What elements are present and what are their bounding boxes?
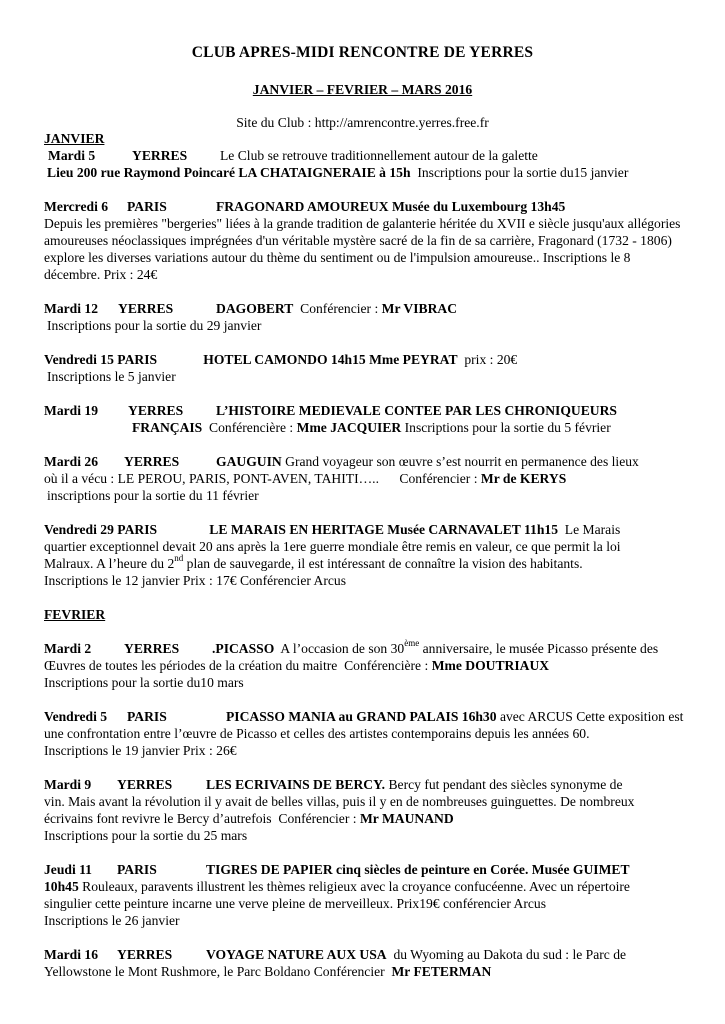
event-day: Mardi 9 xyxy=(44,777,92,792)
event-text: Grand voyageur son œuvre s’est nourrit en permanence des lieux xyxy=(285,454,639,469)
event-mardi-2 xyxy=(44,640,689,691)
event-text: Le Marais xyxy=(564,522,621,537)
event-place: PARIS xyxy=(117,522,158,537)
event-title: FRAGONARD AMOUREUX Musée du Luxembourg 13h45 xyxy=(216,199,566,214)
event-conf-label: Conférencier : xyxy=(300,301,379,316)
event-title: .PICASSO xyxy=(212,641,275,656)
event-text-cont2: écrivains font revivre le Bercy d’autrefois xyxy=(44,811,272,826)
event-place: PARIS xyxy=(127,709,167,724)
event-time: 10h45 xyxy=(44,879,79,894)
event-inscriptions: Inscriptions le 26 janvier xyxy=(44,913,180,928)
event-place: PARIS xyxy=(117,352,158,367)
event-day: Vendredi 29 xyxy=(44,522,114,537)
event-day: Mardi 12 xyxy=(44,301,98,316)
event-price: prix : 20€ xyxy=(464,352,518,367)
event-text: avec ARCUS Cette exposition est xyxy=(499,709,684,724)
event-text-cont: Yellowstone le Mont Rushmore, le Parc Boldano Conférencier xyxy=(44,964,385,979)
event-inscriptions: Inscriptions pour la sortie du 29 janvier xyxy=(47,318,262,333)
event-text: Le Club se retrouve traditionnellement autour de la galette xyxy=(220,148,538,163)
event-vendredi-29 xyxy=(44,521,689,589)
event-inscriptions: Inscriptions le 12 janvier Prix : 17€ Conférencier Arcus xyxy=(44,573,347,588)
event-mardi-5 xyxy=(44,147,689,181)
event-day: Mardi 26 xyxy=(44,454,98,469)
event-text-cont: anniversaire, le musée Picasso présente des xyxy=(419,641,659,656)
event-title: LES ECRIVAINS DE BERCY. xyxy=(206,777,386,792)
event-place: YERRES xyxy=(117,947,173,962)
event-text: A l’occasion de son 30 xyxy=(280,641,405,656)
event-day: Vendredi 5 xyxy=(44,709,108,724)
event-text: Rouleaux, paravents illustrent les thèmes religieux avec la croyance confucéenne. Avec un répertoire xyxy=(82,879,630,894)
event-day: Mardi 19 xyxy=(44,403,98,418)
event-place: PARIS xyxy=(127,199,167,214)
event-inscriptions: Inscriptions le 5 janvier xyxy=(47,369,176,384)
event-place: YERRES xyxy=(124,641,180,656)
event-title: DAGOBERT xyxy=(216,301,294,316)
event-day: Mardi 16 xyxy=(44,947,98,962)
event-conf-label: Conférencière : xyxy=(209,420,294,435)
period-subtitle: JANVIER – FEVRIER – MARS 2016 xyxy=(252,82,473,97)
event-place: YERRES xyxy=(117,777,173,792)
event-conf-label: Conférencier : xyxy=(278,811,357,826)
event-title-cont: FRANÇAIS xyxy=(132,420,203,435)
event-vendredi-5 xyxy=(44,708,689,759)
event-inscriptions: Inscriptions pour la sortie du10 mars xyxy=(44,675,244,690)
event-day: Mardi 2 xyxy=(44,641,92,656)
event-jeudi-11 xyxy=(44,861,689,929)
event-inscriptions: Inscriptions le 19 janvier Prix : 26€ xyxy=(44,743,237,758)
event-day: Mardi 5 xyxy=(48,148,96,163)
event-text: Depuis les premières "bergeries" liées à la grande tradition de galanterie héritée du XVII e siècle jusqu'aux allégories amoureuses néoclassiques imprégnées d'un véritable mystère sacré de la fin de sa carrière, Fragonard (1732 - 1806) explore les diverses variations autour du thème du sentiment ou de l'impulsion amoureuse.. Inscriptions le 8 décembre. Prix : 24€ xyxy=(44,216,681,282)
event-text-cont2: Œuvres de toutes les périodes de la création du maitre xyxy=(44,658,338,673)
site-line: Site du Club : http://amrencontre.yerres.free.fr xyxy=(236,115,489,130)
event-title: VOYAGE NATURE AUX USA xyxy=(206,947,387,962)
event-text-sup: ème xyxy=(404,638,420,649)
event-day: Vendredi 15 xyxy=(44,352,114,367)
event-mardi-16 xyxy=(44,946,689,980)
event-conf-label: Conférencière : xyxy=(344,658,429,673)
event-speaker: Mme DOUTRIAUX xyxy=(431,658,550,673)
event-vendredi-15 xyxy=(44,351,689,385)
event-text-cont: quartier exceptionnel devait 20 ans après la 1ere guerre mondiale être remis en valeur, ce que permit la loi xyxy=(44,539,621,554)
event-text: du Wyoming au Dakota du sud : le Parc de xyxy=(393,947,627,962)
event-title: LE MARAIS EN HERITAGE Musée CARNAVALET 11h15 xyxy=(209,522,558,537)
event-place: YERRES xyxy=(124,454,180,469)
event-text-cont: une confrontation entre l’œuvre de Picasso et celles des artistes contemporains depuis les années 60. xyxy=(44,726,590,741)
event-title: GAUGUIN xyxy=(216,454,282,469)
event-speaker: Mr FETERMAN xyxy=(391,964,492,979)
event-mardi-26 xyxy=(44,453,689,504)
event-day: Mercredi 6 xyxy=(44,199,109,214)
event-title: HOTEL CAMONDO 14h15 Mme PEYRAT xyxy=(203,352,458,367)
event-text-cont: où il a vécu : LE PEROU, PARIS, PONT-AVEN, TAHITI….. xyxy=(44,471,379,486)
event-text-cont3: plan de sauvegarde, il est intéressant de connaître la vision des habitants. xyxy=(183,556,583,571)
event-inscriptions: Inscriptions pour la sortie du15 janvier xyxy=(417,165,629,180)
month-heading-february: FEVRIER xyxy=(44,607,106,622)
event-inscriptions: Inscriptions pour la sortie du 5 février xyxy=(404,420,611,435)
event-title: L’HISTOIRE MEDIEVALE CONTEE PAR LES CHRONIQUEURS xyxy=(216,403,617,418)
event-place: YERRES xyxy=(132,148,188,163)
event-day: Jeudi 11 xyxy=(44,862,92,877)
event-inscriptions: Inscriptions pour la sortie du 25 mars xyxy=(44,828,248,843)
event-text: Bercy fut pendant des siècles synonyme de xyxy=(388,777,623,792)
month-heading-january: JANVIER xyxy=(44,131,105,146)
program-content xyxy=(44,130,689,980)
event-text-cont2: Malraux. A l’heure du 2 xyxy=(44,556,175,571)
event-location: Lieu 200 rue Raymond Poincaré LA CHATAIGNERAIE à 15h xyxy=(47,165,411,180)
event-conf-label: Conférencier : xyxy=(399,471,478,486)
event-speaker: Mme JACQUIER xyxy=(296,420,402,435)
event-text-cont: vin. Mais avant la révolution il y avait de belles villas, puis il y en de nombreuses guinguettes. De nombreux xyxy=(44,794,635,809)
event-mardi-12 xyxy=(44,300,689,334)
event-mardi-19 xyxy=(44,402,689,436)
event-place: YERRES xyxy=(118,301,174,316)
event-title: TIGRES DE PAPIER cinq siècles de peinture en Corée. Musée GUIMET xyxy=(206,862,630,877)
event-speaker: Mr MAUNAND xyxy=(359,811,454,826)
event-text-sup: nd xyxy=(174,553,184,564)
event-inscriptions: inscriptions pour la sortie du 11 février xyxy=(47,488,259,503)
event-place: PARIS xyxy=(117,862,157,877)
event-text-cont: singulier cette peinture incarne une verve pleine de merveilleux. Prix19€ conférencier Arcus xyxy=(44,896,547,911)
event-speaker: Mr VIBRAC xyxy=(381,301,458,316)
event-title: PICASSO MANIA au GRAND PALAIS 16h30 xyxy=(226,709,497,724)
event-mercredi-6 xyxy=(44,198,689,283)
event-speaker: Mr de KERYS xyxy=(480,471,567,486)
event-mardi-9 xyxy=(44,776,689,844)
page-title: CLUB APRES-MIDI RENCONTRE DE YERRES xyxy=(191,44,534,61)
event-place: YERRES xyxy=(128,403,184,418)
